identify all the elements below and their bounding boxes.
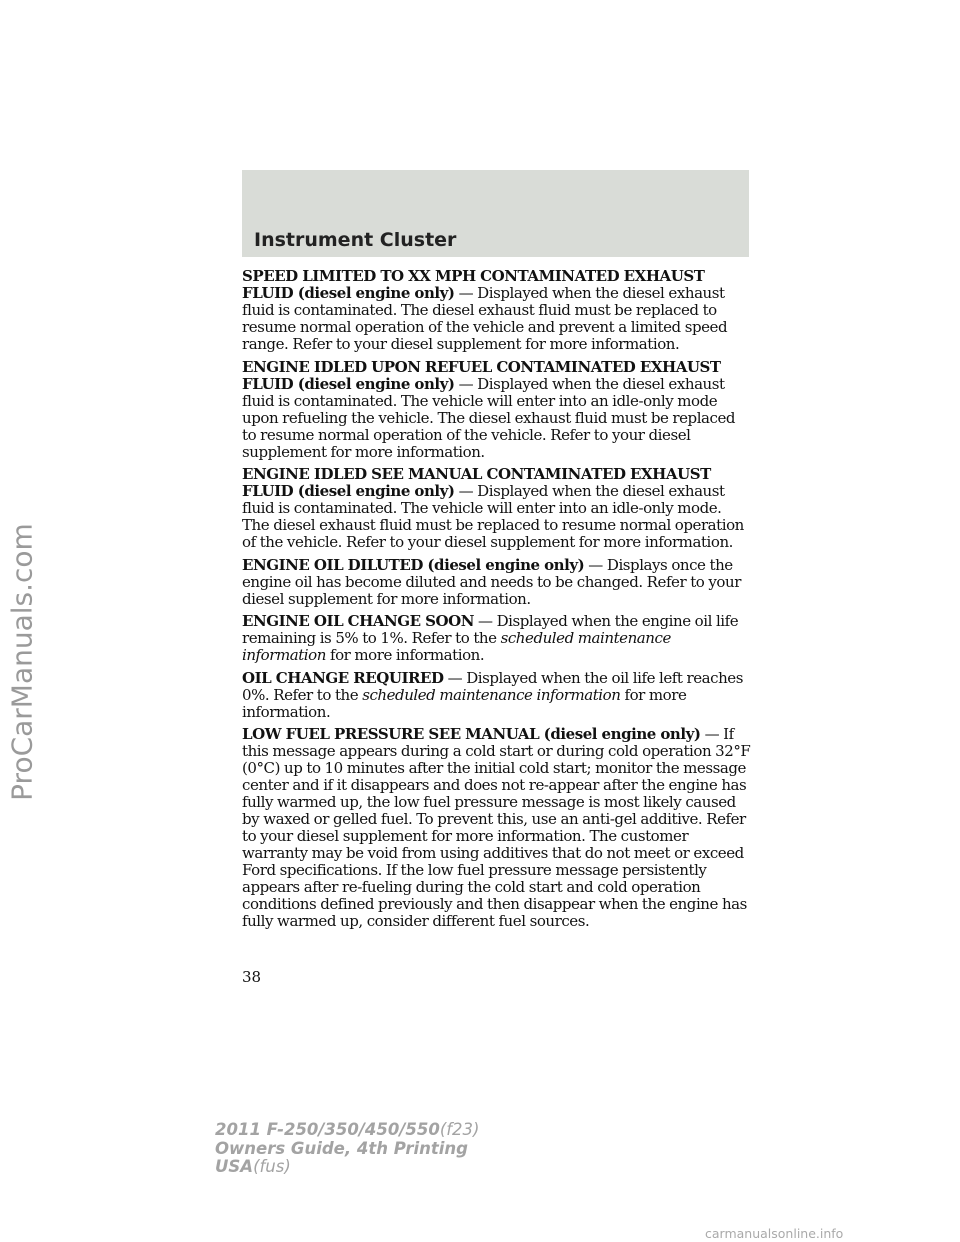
cross-reference: scheduled maintenance information — [242, 629, 671, 664]
message-description: — Displayed when the oil life left reaches 0%. Refer to the — [242, 668, 743, 704]
message-entry-speed-limited — [242, 268, 752, 353]
message-entry-idled-see-manual — [242, 466, 752, 551]
message-entry-oil-change-required — [242, 670, 752, 721]
message-description: — Displayed when the diesel exhaust fluid is contaminated. The diesel exhaust fluid must be replaced to resume normal operation of the vehicle and prevent a limited speed range. Refer to your diesel supplement for more information. — [242, 284, 728, 353]
message-term: ENGINE IDLED SEE MANUAL CONTAMINATED EXHAUST FLUID (diesel engine only) — [242, 465, 711, 500]
message-term: ENGINE OIL DILUTED (diesel engine only) — [242, 555, 585, 574]
message-description: — Displayed when the diesel exhaust fluid is contaminated. The vehicle will enter into an idle-only mode. The diesel exhaust fluid must be replaced to resume normal operation of the vehicle. Refer to your diesel supplement for more information. — [242, 482, 744, 551]
cross-reference: scheduled maintenance information — [362, 685, 621, 704]
message-entry-oil-change-soon — [242, 613, 752, 664]
message-entry-low-fuel-pressure — [242, 726, 752, 930]
message-term: OIL CHANGE REQUIRED — [242, 668, 444, 687]
message-term: SPEED LIMITED TO XX MPH CONTAMINATED EXHAUST FLUID (diesel engine only) — [242, 267, 705, 302]
bottom-watermark: carmanualsonline.info — [705, 1226, 844, 1241]
message-description-tail: for more information. — [329, 646, 485, 664]
message-term: LOW FUEL PRESSURE SEE MANUAL (diesel engine only) — [242, 725, 701, 743]
message-description: — Displayed when the engine oil life remaining is 5% to 1%. Refer to the — [242, 612, 739, 647]
footer-printing-line: Owners Guide, 4th Printing — [215, 1138, 468, 1158]
footer-market: USA — [215, 1157, 254, 1176]
message-entry-idled-upon-refuel — [242, 359, 752, 461]
section-title: Instrument Cluster — [254, 229, 457, 251]
page-number: 38 — [242, 968, 262, 986]
document-footer — [215, 1121, 480, 1177]
footer-model: 2011 F-250/350/450/550 — [215, 1120, 440, 1139]
message-term: ENGINE IDLED UPON REFUEL CONTAMINATED EXHAUST FLUID (diesel engine only) — [242, 357, 721, 393]
footer-model-code: (f23) — [439, 1120, 480, 1139]
message-description: — If this message appears during a cold start or during cold operation 32°F (0°C) up to 10 minutes after the initial cold start; monitor the message center and if it disappears and does not re-appear after the engine has fully warmed up, the low fuel pressure message is most likely caused by waxed or gelled fuel. To prevent this, use an anti-gel additive. Refer to your diesel supplement for more information. The customer warranty may be void from using additives that do not meet or exceed Ford specifications. If the low fuel pressure message persistently appears after re-fueling during the cold start and cold operation conditions defined previously and then disappear when the engine has fully warmed up, consider different fuel sources. — [242, 725, 751, 930]
manual-content — [242, 268, 752, 936]
footer-model-line — [215, 1121, 480, 1140]
message-term: ENGINE OIL CHANGE SOON — [242, 612, 474, 630]
message-description-tail: for more information. — [242, 685, 687, 721]
message-description: — Displays once the engine oil has become diluted and needs to be changed. Refer to your diesel supplement for more information. — [242, 555, 741, 608]
side-watermark: ProCarManuals.com — [5, 523, 39, 801]
footer-market-line — [215, 1158, 480, 1177]
message-description: — Displayed when the diesel exhaust fluid is contaminated. The vehicle will enter into an idle-only mode upon refueling the vehicle. The diesel exhaust fluid must be replaced to resume normal operation of the vehicle. Refer to your diesel supplement for more information. — [242, 374, 736, 461]
footer-market-code: (fus) — [253, 1157, 291, 1176]
section-header-band — [242, 170, 749, 257]
message-entry-oil-diluted — [242, 557, 752, 608]
